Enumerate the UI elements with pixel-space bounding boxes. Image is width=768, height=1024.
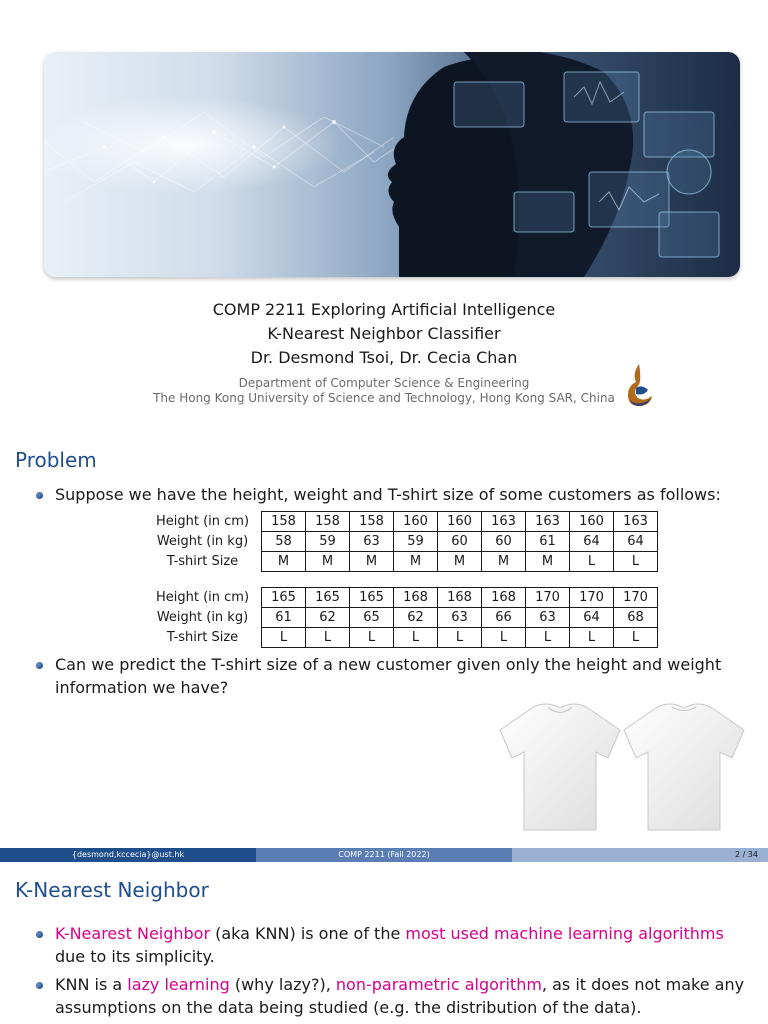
table-cell: M <box>394 552 438 572</box>
table-cell: 66 <box>482 608 526 628</box>
problem-slide <box>0 440 768 864</box>
table-row <box>144 588 658 608</box>
table-cell: 168 <box>482 588 526 608</box>
table-cell: 163 <box>526 512 570 532</box>
table-row <box>144 552 658 572</box>
table-cell: 62 <box>306 608 350 628</box>
footer-page-number: 2 / 34 <box>512 848 768 862</box>
table-cell: 58 <box>262 532 306 552</box>
highlight-phrase: lazy learning <box>127 975 230 994</box>
table-cell: 65 <box>350 608 394 628</box>
table-row <box>144 608 658 628</box>
bullet-icon <box>36 982 43 989</box>
table-cell: L <box>482 628 526 648</box>
slide-title: K-Nearest Neighbor <box>15 878 209 902</box>
table-cell: 60 <box>482 532 526 552</box>
bullet-icon <box>36 662 43 669</box>
table-cell: 163 <box>482 512 526 532</box>
customer-table-1 <box>144 511 658 572</box>
table-cell: L <box>262 628 306 648</box>
table-cell: M <box>482 552 526 572</box>
table-cell: 61 <box>262 608 306 628</box>
table-cell: 170 <box>570 588 614 608</box>
bullet-item <box>38 973 750 1019</box>
table-cell: L <box>306 628 350 648</box>
footer-course: COMP 2211 (Fall 2022) <box>256 848 512 862</box>
table-cell: 165 <box>306 588 350 608</box>
table-cell: 61 <box>526 532 570 552</box>
table-cell: 64 <box>570 532 614 552</box>
authors: Dr. Desmond Tsoi, Dr. Cecia Chan <box>250 348 518 367</box>
bullet-text: KNN is a lazy learning (why lazy?), non-parametric algorithm, as it does not make any assumptions on the data being studied (e.g. the distribution of the data). <box>55 975 745 1017</box>
table-cell: 170 <box>526 588 570 608</box>
row-label: Height (in cm) <box>144 588 262 608</box>
highlight-term: K-Nearest Neighbor <box>55 924 211 943</box>
table-cell: 168 <box>438 588 482 608</box>
table-cell: 170 <box>614 588 658 608</box>
ai-face-banner-image <box>44 52 740 277</box>
table-cell: 163 <box>614 512 658 532</box>
slide-title: Problem <box>15 448 97 472</box>
department: Department of Computer Science & Engineering <box>238 376 530 390</box>
bullet-item <box>38 922 750 968</box>
table-cell: L <box>350 628 394 648</box>
table-row <box>144 628 658 648</box>
bullet-item <box>38 483 750 506</box>
table-cell: 165 <box>350 588 394 608</box>
lecture-topic: K-Nearest Neighbor Classifier <box>267 324 501 343</box>
table-row <box>144 512 658 532</box>
bullet-text: K-Nearest Neighbor (aka KNN) is one of the most used machine learning algorithms due to its simplicity. <box>55 924 724 966</box>
table-cell: 60 <box>438 532 482 552</box>
table-cell: 158 <box>306 512 350 532</box>
table-cell: 63 <box>526 608 570 628</box>
table-cell: L <box>394 628 438 648</box>
table-cell: L <box>570 628 614 648</box>
bullet-text: Can we predict the T-shirt size of a new customer given only the height and weight information we have? <box>55 655 722 697</box>
knn-slide <box>0 864 768 1024</box>
footer-emails: {desmond,kccecia}@ust.hk <box>0 848 256 862</box>
table-cell: 68 <box>614 608 658 628</box>
university: The Hong Kong University of Science and Technology, Hong Kong SAR, China <box>153 391 615 405</box>
table-cell: 64 <box>614 532 658 552</box>
tshirts-image <box>496 696 748 836</box>
row-label: Height (in cm) <box>144 512 262 532</box>
row-label: Weight (in kg) <box>144 532 262 552</box>
highlight-phrase: most used machine learning algorithms <box>405 924 724 943</box>
table-cell: 63 <box>438 608 482 628</box>
table-cell: 64 <box>570 608 614 628</box>
row-label: T-shirt Size <box>144 552 262 572</box>
bullet-item <box>38 653 750 699</box>
table-cell: 59 <box>394 532 438 552</box>
table-cell: M <box>262 552 306 572</box>
table-cell: 160 <box>570 512 614 532</box>
table-cell: 158 <box>262 512 306 532</box>
table-cell: M <box>438 552 482 572</box>
table-cell: M <box>306 552 350 572</box>
table-cell: L <box>570 552 614 572</box>
table-cell: 165 <box>262 588 306 608</box>
slide-footer <box>0 848 768 862</box>
bullet-icon <box>36 931 43 938</box>
table-cell: M <box>526 552 570 572</box>
course-title: COMP 2211 Exploring Artificial Intelligence <box>212 300 556 319</box>
bullet-icon <box>36 492 43 499</box>
bullet-text: Suppose we have the height, weight and T-shirt size of some customers as follows: <box>55 485 721 504</box>
table-cell: 158 <box>350 512 394 532</box>
table-cell: L <box>438 628 482 648</box>
table-cell: M <box>350 552 394 572</box>
customer-table-2 <box>144 587 658 648</box>
table-cell: L <box>614 552 658 572</box>
highlight-phrase: non-parametric algorithm <box>335 975 542 994</box>
table-cell: 160 <box>394 512 438 532</box>
table-cell: 160 <box>438 512 482 532</box>
table-cell: 168 <box>394 588 438 608</box>
row-label: Weight (in kg) <box>144 608 262 628</box>
table-cell: 62 <box>394 608 438 628</box>
title-slide <box>0 0 768 440</box>
hkust-logo-icon <box>622 362 656 408</box>
table-cell: L <box>614 628 658 648</box>
row-label: T-shirt Size <box>144 628 262 648</box>
table-cell: L <box>526 628 570 648</box>
table-row <box>144 532 658 552</box>
table-cell: 59 <box>306 532 350 552</box>
table-cell: 63 <box>350 532 394 552</box>
